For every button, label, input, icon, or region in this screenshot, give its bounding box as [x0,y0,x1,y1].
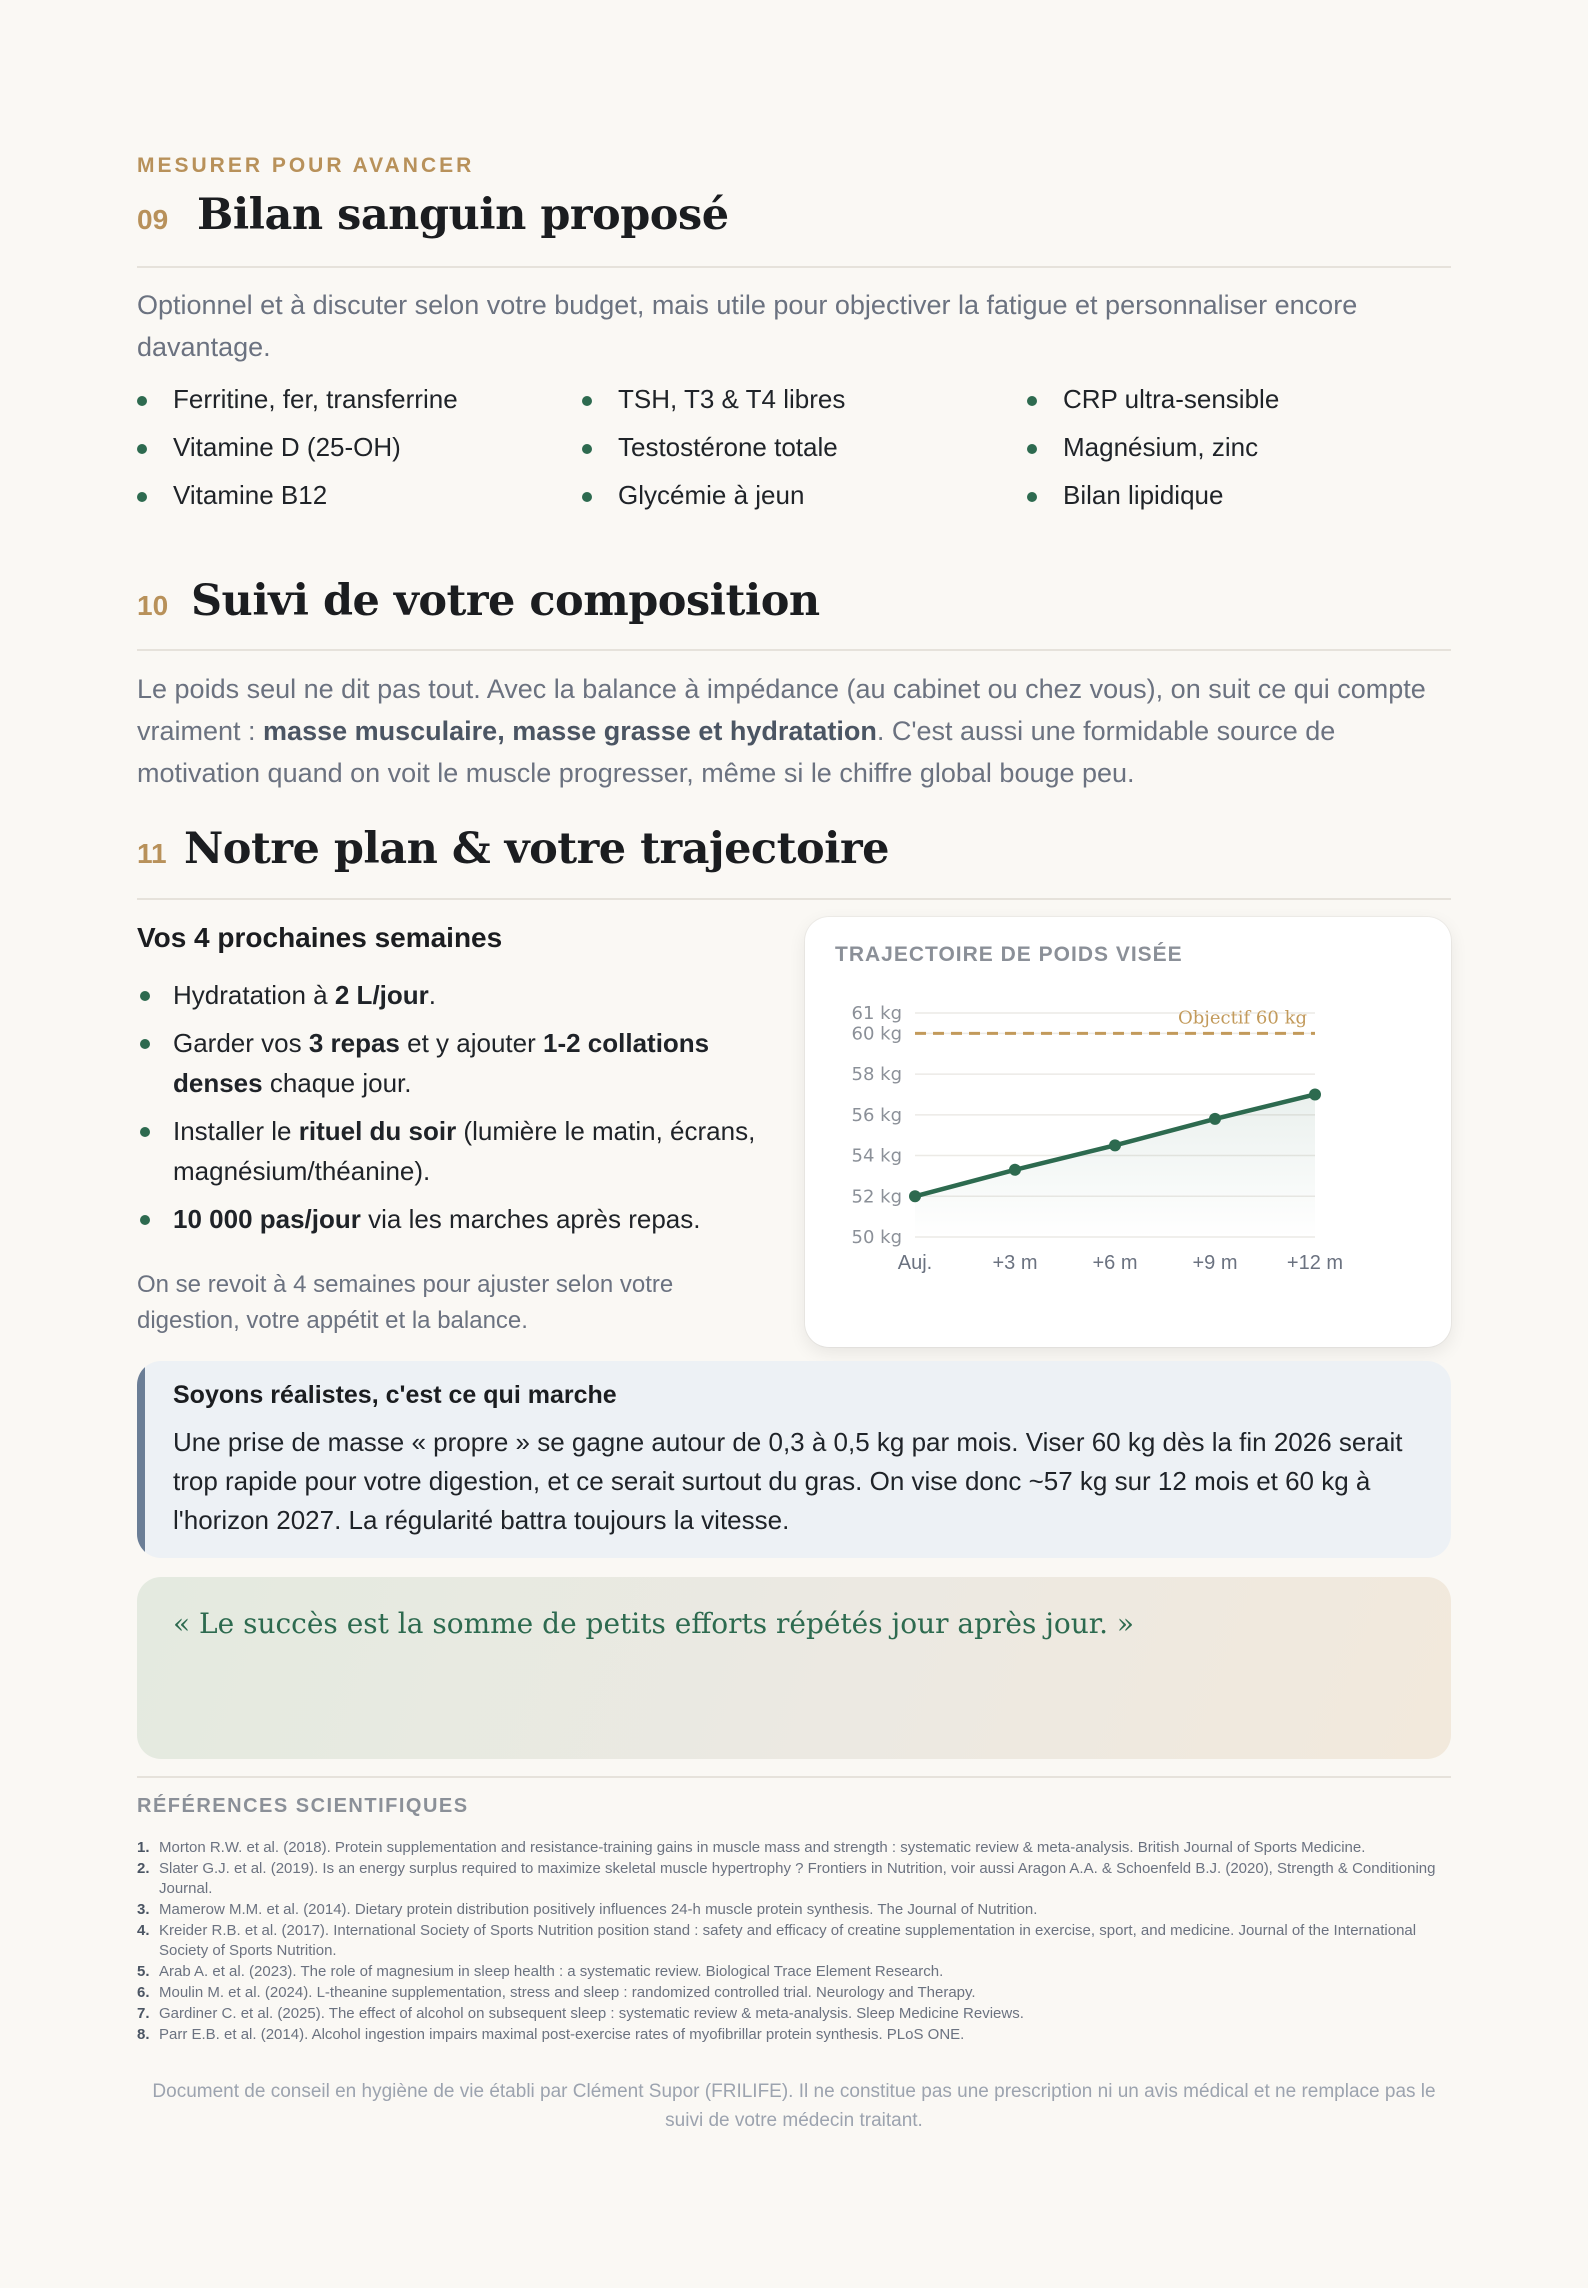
y-tick-label: 52 kg [851,1186,902,1208]
reference-item: 6. Moulin M. et al. (2024). L-theanine supplementation, stress and sleep : randomized controlled trial. Neurology and Therapy. [137,1984,976,2001]
data-point [1309,1088,1321,1100]
reference-item: 2. Slater G.J. et al. (2019). Is an energy surplus required to maximize skeletal muscle hypertrophy ? Frontiers in Nutrition, voir aussi Aragon A.A. & Schoenfeld B.J. (2020), Strength & Conditioning Journal. [137,1860,1436,1897]
data-point [909,1190,921,1202]
quote-box [137,1577,1451,1759]
section-number: 11 [137,838,167,869]
weight-trajectory-chart [805,917,1451,1347]
section-11-header [137,820,1451,890]
bullet-icon [582,396,592,406]
data-point [1009,1164,1021,1176]
y-tick-label: 54 kg [851,1145,902,1167]
plan-item: 10 000 pas/jour via les marches après repas. [137,1199,777,1239]
x-tick-label: +9 m [1192,1252,1238,1274]
y-tick-label: 58 kg [851,1064,902,1086]
divider [137,898,1451,900]
y-tick-label: 56 kg [851,1104,902,1126]
divider [137,649,1451,651]
data-point [1109,1139,1121,1151]
target-label: Objectif 60 kg [1177,1007,1307,1029]
reference-item: 5. Arab A. et al. (2023). The role of magnesium in sleep health : a systematic review. Biological Trace Element Research. [137,1963,944,1980]
x-tick-label: +6 m [1092,1252,1138,1274]
realistic-callout [137,1361,1451,1558]
bullet-icon [140,1215,150,1225]
bullet-icon [137,396,147,406]
section-number: 10 [137,590,169,621]
y-tick-label: 50 kg [851,1227,902,1248]
plan-note: On se revoit à 4 semaines pour ajuster selon votre digestion, votre appétit et la balance. [137,1271,674,1334]
y-tick-label: 61 kg [851,1003,902,1024]
callout-body: Une prise de masse « propre » se gagne autour de 0,3 à 0,5 kg par mois. Viser 60 kg dès la fin 2026 serait trop rapide pour votre digestion, et ce serait surtout du gras. On vise donc ~57 kg sur 12 mois et 60 kg à l'horizon 2027. La régularité battra toujours la vitesse. [173,1427,1403,1535]
plan-item: Garder vos 3 repas et y ajouter 1-2 collations denses chaque jour. [137,1023,777,1103]
x-tick-label: +3 m [992,1252,1038,1274]
plan-heading: Vos 4 prochaines semaines [137,922,503,953]
bullet-icon [582,492,592,502]
weight-trajectory-chart-card [805,917,1451,1347]
bullet-icon [1027,396,1037,406]
divider [137,266,1451,268]
bullet-icon [137,492,147,502]
bullet-icon [1027,444,1037,454]
footer-disclaimer: Document de conseil en hygiène de vie établi par Clément Supor (FRILIFE). Il ne constitue pas une prescription ni un avis médical et ne remplace pas le suivi de votre médecin traitant. [152,2081,1436,2131]
bullet-icon [582,444,592,454]
section-10-header [137,572,1451,642]
section-title: Suivi de votre composition [191,576,820,626]
bullet-icon [140,1039,150,1049]
plan-item: Hydratation à 2 L/jour. [137,975,777,1015]
quote-text: « Le succès est la somme de petits efforts répétés jour après jour. » [173,1607,1135,1640]
section-09-intro: Optionnel et à discuter selon votre budget, mais utile pour objectiver la fatigue et personnaliser encore davantage. [137,290,1358,362]
reference-item: 4. Kreider R.B. et al. (2017). International Society of Sports Nutrition position stand : safety and efficacy of creatine supplementation in exercise, sport, and medicine. Journal of the International Society of Sports Nutrition. [137,1922,1417,1959]
section-number: 09 [137,204,169,235]
x-tick-label: Auj. [897,1252,933,1274]
bullet-icon [140,991,150,1001]
callout-heading: Soyons réalistes, c'est ce qui marche [173,1381,617,1409]
bullet-icon [140,1127,150,1137]
eyebrow-label: MESURER POUR AVANCER [137,154,475,177]
plan-item: Installer le rituel du soir (lumière le matin, écrans, magnésium/théanine). [137,1111,777,1191]
reference-item: 7. Gardiner C. et al. (2025). The effect of alcohol on subsequent sleep : systematic review & meta-analysis. Sleep Medicine Reviews. [137,2005,1024,2022]
section-title: Bilan sanguin proposé [197,190,729,240]
section-09-header [137,188,1451,258]
bullet-icon [1027,492,1037,502]
references-heading: RÉFÉRENCES SCIENTIFIQUES [137,1795,469,1817]
references-list [137,1838,1451,2046]
divider [137,1776,1451,1778]
data-point [1209,1113,1221,1125]
x-tick-label: +12 m [1286,1252,1344,1274]
series-area [915,1094,1315,1237]
y-tick-label: 60 kg [851,1023,902,1045]
section-10-text: Le poids seul ne dit pas tout. Avec la balance à impédance (au cabinet ou chez vous), on suit ce qui compte vraiment : masse musculaire, masse grasse et hydratation. C'est aussi une formidable source de motivation quand on voit le muscle progresser, même si le chiffre global bouge peu. [137,674,1426,788]
chart-title: TRAJECTOIRE DE POIDS VISÉE [835,943,1183,966]
reference-item: 8. Parr E.B. et al. (2014). Alcohol ingestion impairs maximal post-exercise rates of myofibrillar protein synthesis. PLoS ONE. [137,2026,965,2043]
section-title: Notre plan & votre trajectoire [184,824,889,874]
callout-accent-bar [137,1361,145,1558]
reference-item: 3. Mamerow M.M. et al. (2014). Dietary protein distribution positively influences 24-h muscle protein synthesis. The Journal of Nutrition. [137,1901,1038,1918]
bullet-icon [137,444,147,454]
reference-item: 1. Morton R.W. et al. (2018). Protein supplementation and resistance-training gains in muscle mass and strength : systematic review & meta-analysis. British Journal of Sports Medicine. [137,1839,1366,1856]
